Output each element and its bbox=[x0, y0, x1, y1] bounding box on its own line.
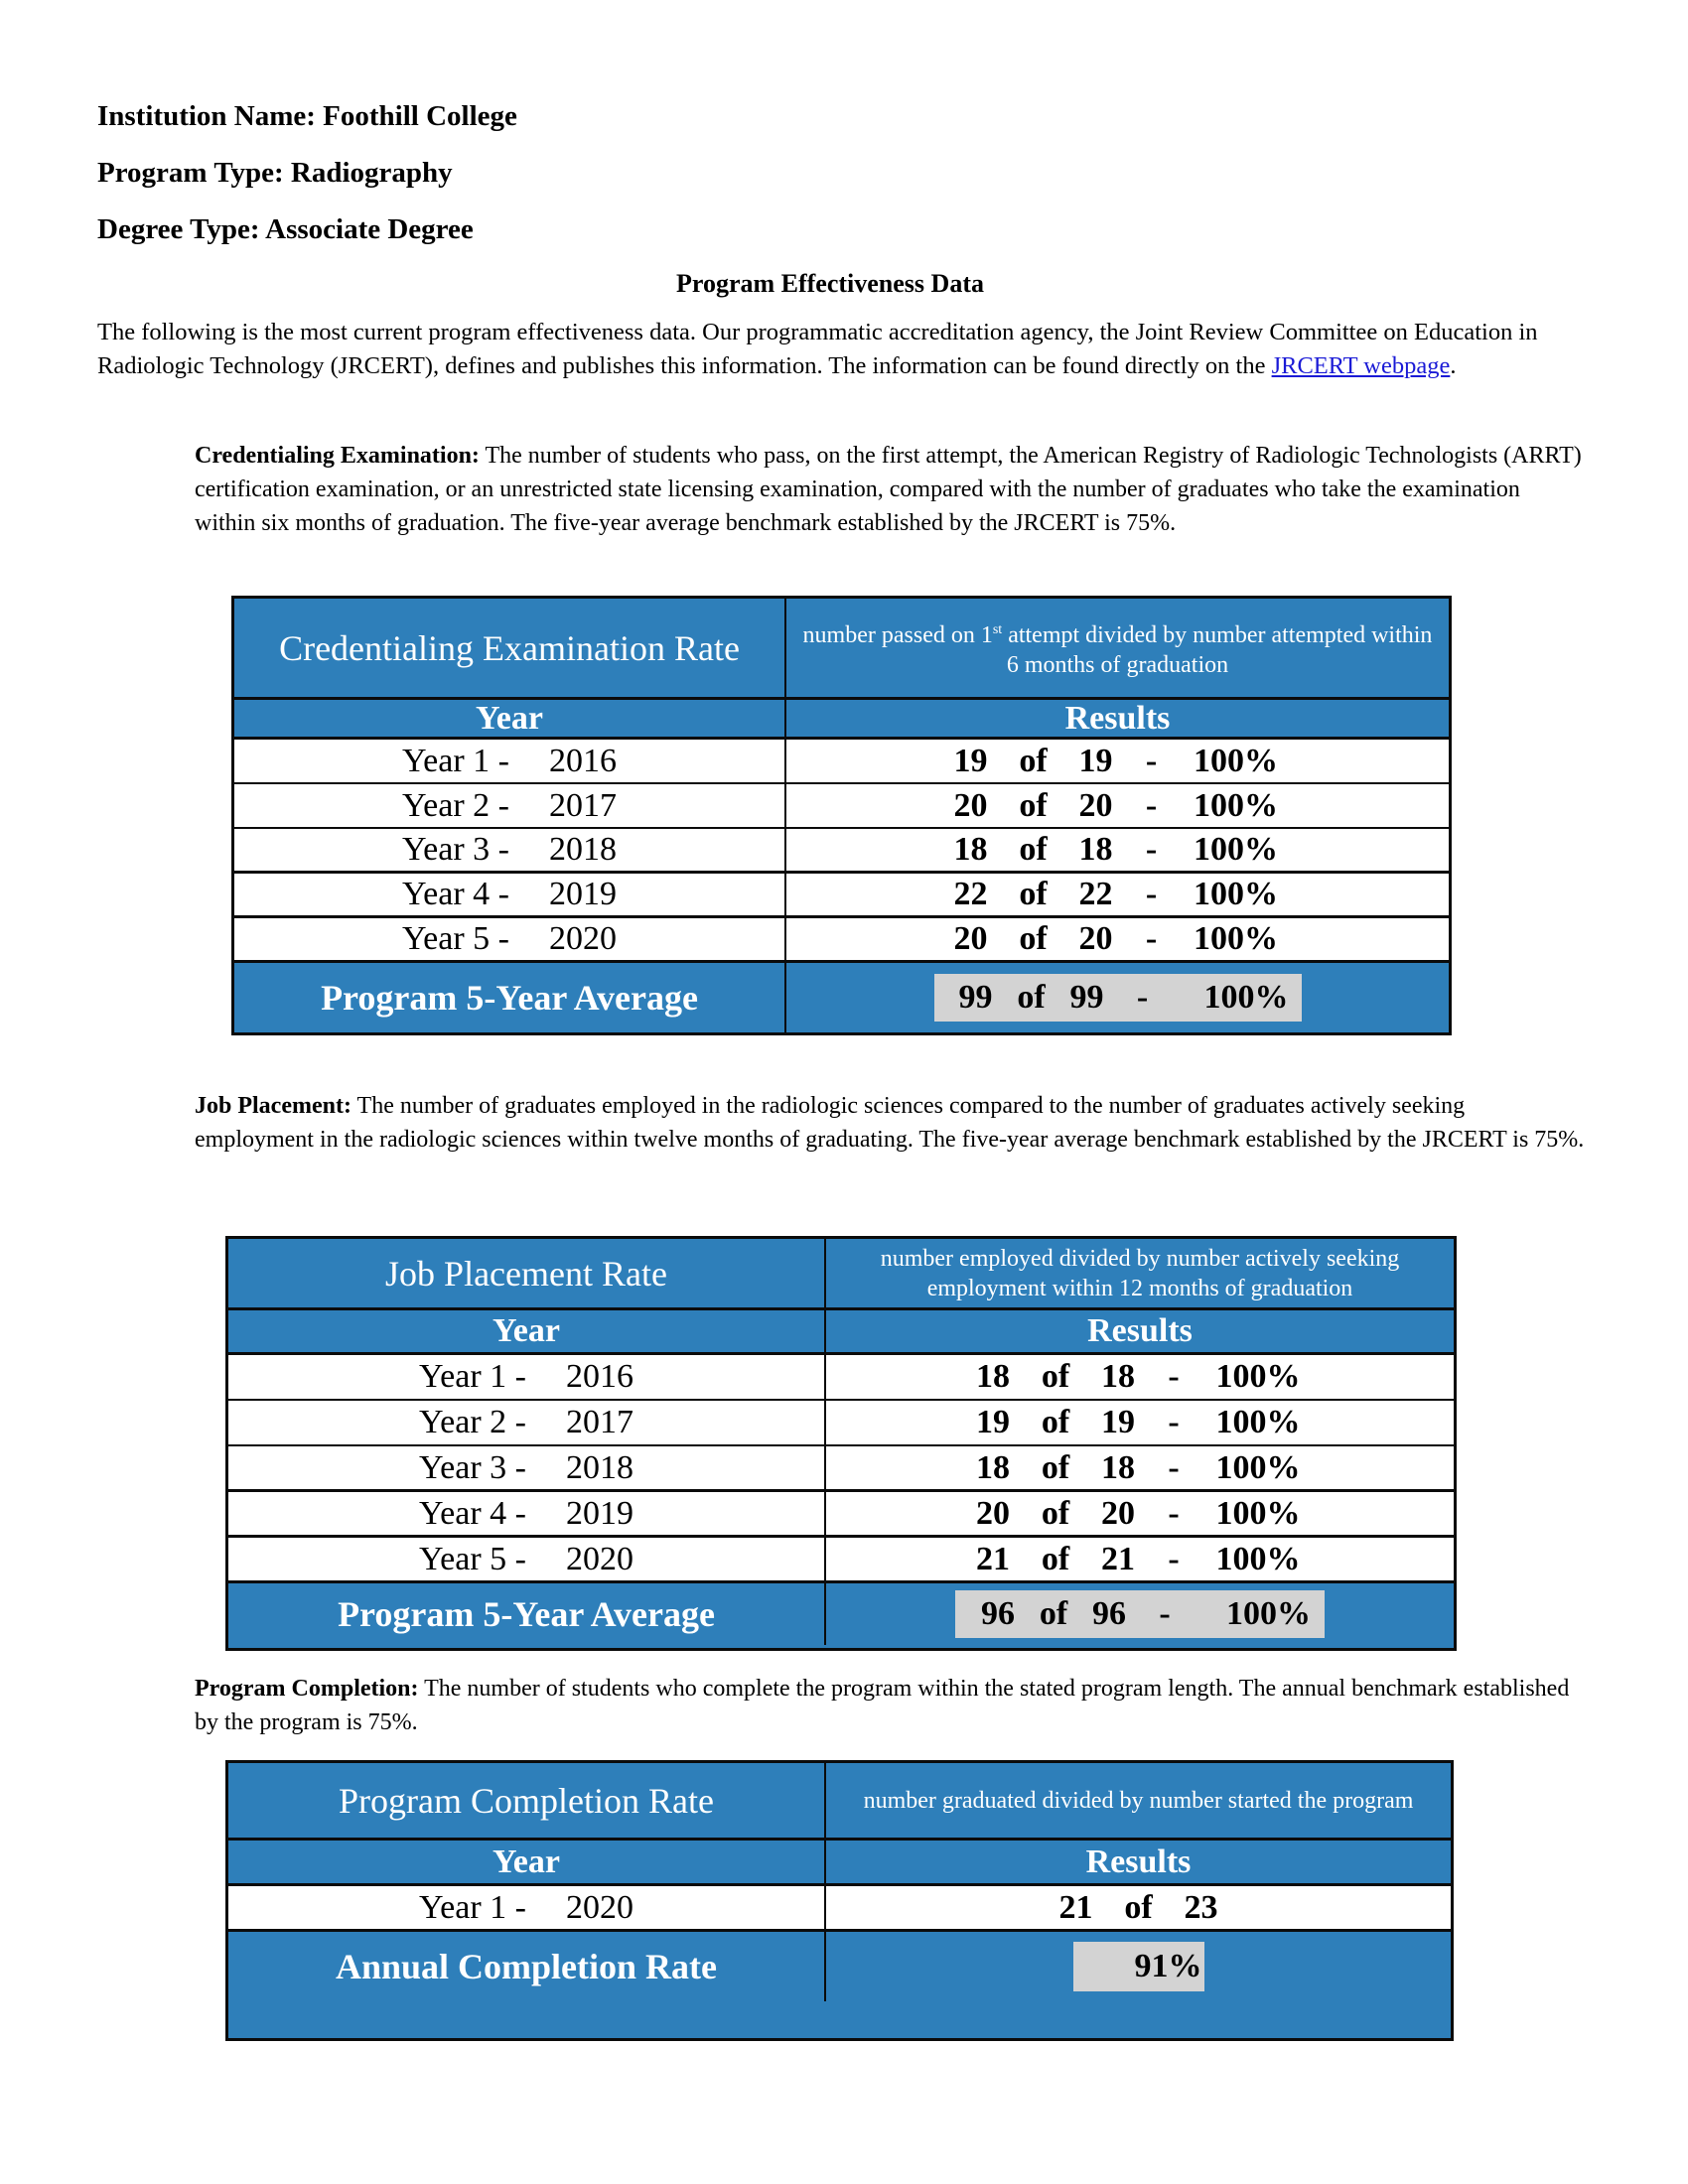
of-text: of bbox=[1124, 1888, 1153, 1926]
percent: 100% bbox=[1194, 742, 1278, 779]
of-text: of bbox=[1041, 1404, 1070, 1440]
dash: - bbox=[1159, 1595, 1171, 1632]
year-cell bbox=[234, 784, 786, 827]
year-value: 2019 bbox=[548, 876, 617, 912]
year-label: Year 5 - bbox=[402, 920, 509, 957]
column-header-year: Year bbox=[228, 1841, 826, 1883]
total-count: 18 bbox=[1078, 831, 1113, 868]
dash: - bbox=[1168, 1448, 1180, 1486]
percent: 100% bbox=[1194, 786, 1278, 824]
intro-text-end: . bbox=[1450, 352, 1457, 379]
employed-count: 21 bbox=[976, 1540, 1010, 1577]
definition-text: attempt divided by number attempted within 6 months of graduation bbox=[1002, 622, 1433, 678]
job-placement-description bbox=[195, 1089, 1585, 1157]
credentialing-text: The number of students who pass, on the first attempt, the American Registry of Radiologic Technologists (ARRT) certification examination, or an unrestricted state licensing examination, compared with the number of graduates who take the examination within six months of graduation. The five-year average benchmark established by the JRCERT is 75%. bbox=[195, 443, 1582, 536]
year-value: 2018 bbox=[548, 831, 617, 868]
total-count: 20 bbox=[1101, 1494, 1135, 1532]
percent: 100% bbox=[1194, 876, 1278, 912]
percent: 100% bbox=[1215, 1404, 1301, 1440]
program-completion-text: The number of students who complete the program within the stated program length. The annual benchmark established by the program is 75%. bbox=[195, 1676, 1570, 1735]
of-text: of bbox=[1019, 831, 1048, 868]
dash: - bbox=[1145, 786, 1158, 824]
result-cell bbox=[826, 1492, 1454, 1535]
completion-rate-row bbox=[228, 1932, 1451, 2001]
year-label: Year 1 - bbox=[402, 742, 509, 779]
dash: - bbox=[1145, 876, 1158, 912]
table-title: Job Placement Rate bbox=[228, 1239, 826, 1307]
table-row bbox=[234, 740, 1449, 784]
table-definition: number employed divided by number actively seeking employment within 12 months of graduation bbox=[880, 1245, 1400, 1301]
year-label: Year 3 - bbox=[419, 1448, 526, 1486]
passed-count: 22 bbox=[953, 876, 988, 912]
result-cell bbox=[786, 874, 1449, 915]
percent: 100% bbox=[1215, 1358, 1301, 1395]
employed-count: 20 bbox=[976, 1494, 1010, 1532]
table-row bbox=[228, 1492, 1454, 1538]
passed-count: 20 bbox=[953, 920, 988, 957]
dash: - bbox=[1168, 1540, 1180, 1577]
year-value: 2020 bbox=[565, 1540, 633, 1577]
year-cell bbox=[228, 1355, 826, 1399]
year-cell bbox=[234, 740, 786, 782]
jrcert-webpage-link[interactable]: JRCERT webpage bbox=[1271, 352, 1451, 379]
credentialing-rate-table bbox=[231, 596, 1452, 1035]
of-text: of bbox=[1039, 1595, 1068, 1632]
program-completion-label: Program Completion: bbox=[195, 1676, 419, 1702]
result-cell bbox=[786, 740, 1449, 782]
year-cell bbox=[234, 874, 786, 915]
credentialing-description bbox=[195, 439, 1585, 540]
year-value: 2019 bbox=[565, 1494, 633, 1532]
program-type: Program Type: Radiography bbox=[97, 157, 453, 189]
employed-count: 18 bbox=[976, 1448, 1010, 1486]
year-label: Year 4 - bbox=[419, 1494, 526, 1532]
total-count: 18 bbox=[1101, 1448, 1135, 1486]
table-row bbox=[234, 784, 1449, 829]
total-count: 96 bbox=[1092, 1595, 1126, 1632]
credentialing-label: Credentialing Examination: bbox=[195, 443, 480, 469]
passed-count: 99 bbox=[958, 979, 993, 1016]
year-cell bbox=[228, 1401, 826, 1444]
average-label: Program 5-Year Average bbox=[228, 1583, 826, 1645]
column-header-row bbox=[234, 700, 1449, 740]
year-value: 2017 bbox=[565, 1404, 633, 1440]
result-cell bbox=[786, 784, 1449, 827]
year-label: Year 3 - bbox=[402, 831, 509, 868]
year-cell bbox=[228, 1446, 826, 1489]
percent: 100% bbox=[1203, 979, 1289, 1016]
completion-rate-cell bbox=[826, 1932, 1451, 2001]
degree-type: Degree Type: Associate Degree bbox=[97, 213, 474, 245]
completion-rate-label: Annual Completion Rate bbox=[228, 1932, 826, 2001]
result-cell bbox=[826, 1538, 1454, 1580]
result-cell bbox=[826, 1446, 1454, 1489]
passed-count: 20 bbox=[953, 786, 988, 824]
total-count: 21 bbox=[1101, 1540, 1135, 1577]
year-value: 2018 bbox=[565, 1448, 633, 1486]
program-completion-description bbox=[195, 1672, 1585, 1739]
year-value: 2020 bbox=[565, 1888, 633, 1926]
table-row bbox=[228, 1446, 1454, 1492]
program-completion-rate-table bbox=[225, 1760, 1454, 2041]
year-label: Year 1 - bbox=[419, 1888, 526, 1926]
year-cell bbox=[228, 1886, 826, 1929]
column-header-year: Year bbox=[228, 1310, 826, 1352]
year-cell bbox=[228, 1538, 826, 1580]
table-row bbox=[228, 1355, 1454, 1401]
dash: - bbox=[1145, 831, 1158, 868]
column-header-year: Year bbox=[234, 700, 786, 737]
percent: 100% bbox=[1194, 831, 1278, 868]
total-count: 18 bbox=[1101, 1358, 1135, 1395]
table-row bbox=[228, 1538, 1454, 1583]
year-label: Year 2 - bbox=[419, 1404, 526, 1440]
column-header-row bbox=[228, 1841, 1451, 1886]
average-row bbox=[234, 963, 1449, 1032]
result-cell bbox=[826, 1886, 1451, 1929]
of-text: of bbox=[1019, 920, 1048, 957]
started-count: 23 bbox=[1184, 1888, 1218, 1926]
table-row bbox=[234, 918, 1449, 963]
of-text: of bbox=[1017, 979, 1046, 1016]
total-count: 19 bbox=[1101, 1404, 1135, 1440]
average-row bbox=[228, 1583, 1454, 1645]
year-label: Year 2 - bbox=[402, 786, 509, 824]
column-header-row bbox=[228, 1310, 1454, 1355]
dash: - bbox=[1168, 1358, 1180, 1395]
column-header-results: Results bbox=[1064, 699, 1171, 737]
employed-count: 19 bbox=[976, 1404, 1010, 1440]
average-cell bbox=[786, 963, 1449, 1032]
percent: 100% bbox=[1194, 920, 1278, 957]
intro-paragraph bbox=[97, 316, 1587, 383]
job-placement-label: Job Placement: bbox=[195, 1093, 352, 1119]
year-cell bbox=[234, 829, 786, 871]
dash: - bbox=[1145, 742, 1158, 779]
year-value: 2016 bbox=[548, 742, 617, 779]
dash: - bbox=[1136, 979, 1149, 1016]
percent: 100% bbox=[1226, 1595, 1311, 1632]
year-cell bbox=[234, 918, 786, 960]
result-cell bbox=[786, 918, 1449, 960]
passed-count: 18 bbox=[953, 831, 988, 868]
total-count: 20 bbox=[1078, 920, 1113, 957]
table-definition bbox=[786, 599, 1449, 697]
definition-sup: st bbox=[992, 622, 1003, 637]
employed-count: 18 bbox=[976, 1358, 1010, 1395]
of-text: of bbox=[1019, 876, 1048, 912]
dash: - bbox=[1168, 1494, 1180, 1532]
year-label: Year 1 - bbox=[419, 1358, 526, 1395]
table-header-row bbox=[228, 1763, 1451, 1841]
passed-count: 19 bbox=[953, 742, 988, 779]
total-count: 19 bbox=[1078, 742, 1113, 779]
year-value: 2020 bbox=[548, 920, 617, 957]
dash: - bbox=[1168, 1404, 1180, 1440]
table-title: Credentialing Examination Rate bbox=[234, 599, 786, 697]
table-header-row bbox=[228, 1239, 1454, 1310]
year-label: Year 4 - bbox=[402, 876, 509, 912]
graduated-count: 21 bbox=[1058, 1888, 1093, 1926]
percent: 100% bbox=[1215, 1494, 1301, 1532]
dash: - bbox=[1145, 920, 1158, 957]
job-placement-rate-table bbox=[225, 1236, 1457, 1651]
average-label: Program 5-Year Average bbox=[234, 963, 786, 1032]
of-text: of bbox=[1041, 1540, 1070, 1577]
column-header-results: Results bbox=[1085, 1843, 1192, 1880]
total-count: 99 bbox=[1069, 979, 1104, 1016]
table-row bbox=[234, 874, 1449, 918]
definition-text: number passed on 1 bbox=[802, 622, 993, 648]
completion-rate-value: 91% bbox=[1073, 1942, 1204, 1991]
intro-text: The following is the most current program effectiveness data. Our programmatic accreditation agency, the Joint Review Committee on Education in Radiologic Technology (JRCERT), defines and publishes this information. The information can be found directly on the bbox=[97, 319, 1538, 379]
total-count: 22 bbox=[1078, 876, 1113, 912]
year-label: Year 5 - bbox=[419, 1540, 526, 1577]
of-text: of bbox=[1041, 1494, 1070, 1532]
of-text: of bbox=[1041, 1358, 1070, 1395]
average-value-box bbox=[934, 974, 1302, 1022]
average-value-box bbox=[955, 1590, 1325, 1638]
institution-name: Institution Name: Foothill College bbox=[97, 100, 517, 132]
table-row bbox=[228, 1401, 1454, 1446]
page-title: Program Effectiveness Data bbox=[676, 269, 984, 298]
column-header-results: Results bbox=[1087, 1312, 1193, 1349]
average-cell bbox=[826, 1583, 1454, 1645]
table-title: Program Completion Rate bbox=[228, 1763, 826, 1838]
result-cell bbox=[786, 829, 1449, 871]
year-value: 2016 bbox=[565, 1358, 633, 1395]
table-header-row bbox=[234, 599, 1449, 700]
table-row bbox=[234, 829, 1449, 874]
percent: 100% bbox=[1215, 1540, 1301, 1577]
employed-count: 96 bbox=[981, 1595, 1015, 1632]
year-value: 2017 bbox=[548, 786, 617, 824]
job-placement-text: The number of graduates employed in the radiologic sciences compared to the number of graduates actively seeking employment in the radiologic sciences within twelve months of graduating. The five-year average benchmark established by the JRCERT is 75%. bbox=[195, 1093, 1585, 1153]
percent: 100% bbox=[1215, 1448, 1301, 1486]
table-row bbox=[228, 1886, 1451, 1932]
of-text: of bbox=[1041, 1448, 1070, 1486]
of-text: of bbox=[1019, 742, 1048, 779]
of-text: of bbox=[1019, 786, 1048, 824]
total-count: 20 bbox=[1078, 786, 1113, 824]
result-cell bbox=[826, 1355, 1454, 1399]
result-cell bbox=[826, 1401, 1454, 1444]
table-definition: number graduated divided by number started the program bbox=[863, 1787, 1414, 1814]
year-cell bbox=[228, 1492, 826, 1535]
